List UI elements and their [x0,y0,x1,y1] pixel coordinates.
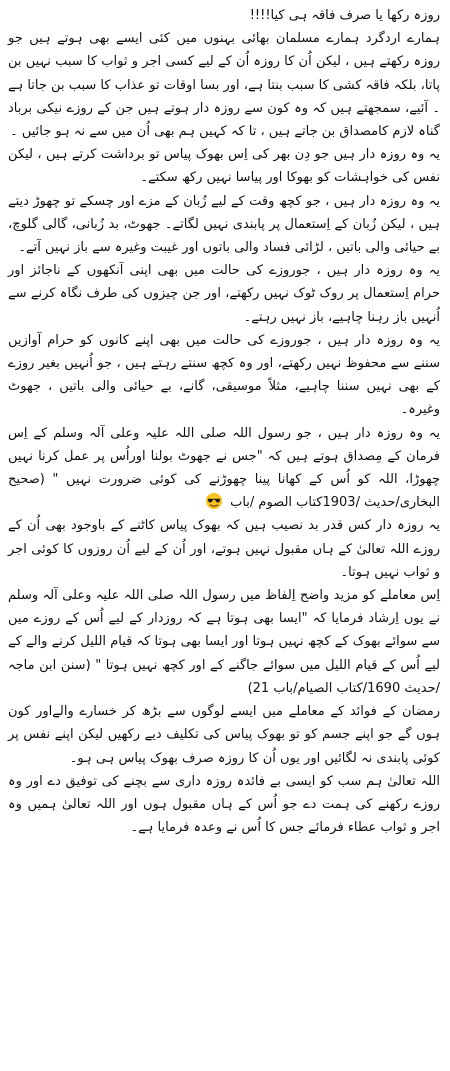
paragraph-hadith-bukhari [8,422,440,515]
paragraph-prayer: اللہ تعالیٰ ہم سب کو ایسی بے فائدہ روزہ داری سے بچنے کی توفیق دے اور وہ روزے رکھنے کی ہمت دے جو اُس کے ہاں مقبول ہوں اور اللہ تعالیٰ ہمیں وہ اجر و ثواب عطاء فرمائے جس کا اُس نے وعدہ فرمایا ہے۔ [8,773,440,836]
intro-paragraph: ہمارے اردگرد ہمارے مسلمان بھائی بہنوں میں کئی ایسے بھی ہوتے ہیں جو روزہ رکھتے ہیں ، لیکن اُن کا روزہ اُن کے لیے کسی اجر و ثواب کا سبب نہیں بن پاتا، بلکہ فاقہ کشی کا سبب بنتا ہے، اور بسا اوقات تو عذاب کا سبب بن جاتا ہے ۔ آئیے، سمجھتے ہیں کہ وہ کون سے روزہ دار ہوتے ہیں جن کے روزے نیکی برباد گناہ لازم کامصداق بن جاتے ہیں ، تا کہ کہیں ہم بھی اُن میں سے نہ ہو جائیں ۔ [7,31,440,140]
paragraph-ears: یہ وہ روزہ دار ہیں ، جوروزے کی حالت میں بھی اپنے کانوں کو حرام آوازیں سننے سے محفوظ نہیں رکھتے، اور وہ کچھ سنتے رہتے ہیں ، جو اُنہیں بغیر روزے کے بھی نہیں سننا چاہیے، مثلاً موسیقی، گانے، بے حیائی والی باتیں ، جھوٹ وغیرہ۔ [8,332,440,418]
paragraph-eyes: یہ وہ روزہ دار ہیں ، جوروزے کی حالت میں بھی اپنی آنکھوں کے ناجائز اور حرام اِستعمال پر روک ٹوک نہیں رکھتے، اور جن چیزوں کی طرف نگاہ کرنے سے اُنہیں باز رہنا چاہیے، باز نہیں رہتے۔ [8,263,440,325]
sunglasses-emoji-icon [205,492,223,510]
paragraph-tongue: یہ وہ روزہ دار ہیں ، جو کچھ وقت کے لیے زُبان کے مزے اور چسکے تو چھوڑ دیتے ہیں ، لیکن زُبان کے اِستعمال پر پابندی نہیں لگاتے۔ جھوٹ، بد زُبانی، گالی گلوچ، بے حیائی والی باتیں ، لڑائی فساد والی باتوں اور غیبت وغیرہ سے باز نہیں آتے۔ [8,193,440,256]
paragraph-unfortunate: یہ روزہ دار کس قدر بد نصیب ہیں کہ بھوک پیاس کاٹنے کے باوجود بھی اُن کے روزے اللہ تعالیٰ کے ہاں مقبول نہیں ہوتے، اور اُن کے لیے اُن روزوں کا کوئی اجر و ثواب نہیں ہوتا۔ [8,518,440,580]
hadith-bukhari-text: یہ وہ روزہ دار ہیں ، جو رسول اللہ صلی اللہ علیہ وعلی آلہ وسلم کے اِس فرمان کے مِصداق ہوتے ہیں کہ "جس نے جھوٹ بولنا اوراُس پر عمل کرنا نہیں چھوڑا، اللہ کو اُس کے کھانا پینا چھوڑنے کی کوئی ضرورت نہیں " (صحیح البخاری/حدیث /1903کتاب الصوم /باب [8,425,440,511]
paragraph-hunger-thirst: یہ وہ روزہ دار ہیں جو دِن بھر کی اِس بھوک پیاس تو برداشت کرتے ہیں ، لیکن نفس کی خواہشات کو بھوکا اور پیاسا نہیں رکھ سکتے۔ [8,147,440,186]
paragraph-hadith-ibn-majah: اِس معاملے کو مزید واضح اِلفاظ میں رسول اللہ صلی اللہ علیہ وعلی آلہ وسلم نے یوں اِرشاد فرمایا کہ "ایسا بھی ہوتا ہے کہ روزدار کے لیے اُس کے روزے میں سے سوائے بھوک کے کچھ نہیں ہوتا اور ایسا بھی ہوتا کہ قیام اللیل کرنے والے کے لیے اُس کے قیام اللیل میں سوائے جاگنے کے اور کچھ نہیں ہوتا " (سنن ابن ماجہ /حدیث 1690/کتاب الصیام/باب 21) [8,588,440,696]
paragraph-ramadan-loss: رمضان کے فوائد کے معاملے میں ایسے لوگوں سے بڑھ کر خسارے والےاور کون ہوں گے جو اپنے جسم کو تو بھوک پیاس کی تکلیف دیے رکھیں لیکن اپنے نفس پر کوئی پابندی نہ لگائیں اور یوں اُن کا روزہ صرف بھوک پیاس ہی ہو۔ [8,704,440,766]
article-title: روزہ رکھا یا صرف فاقہ ہی کیا!!!! [249,8,440,23]
